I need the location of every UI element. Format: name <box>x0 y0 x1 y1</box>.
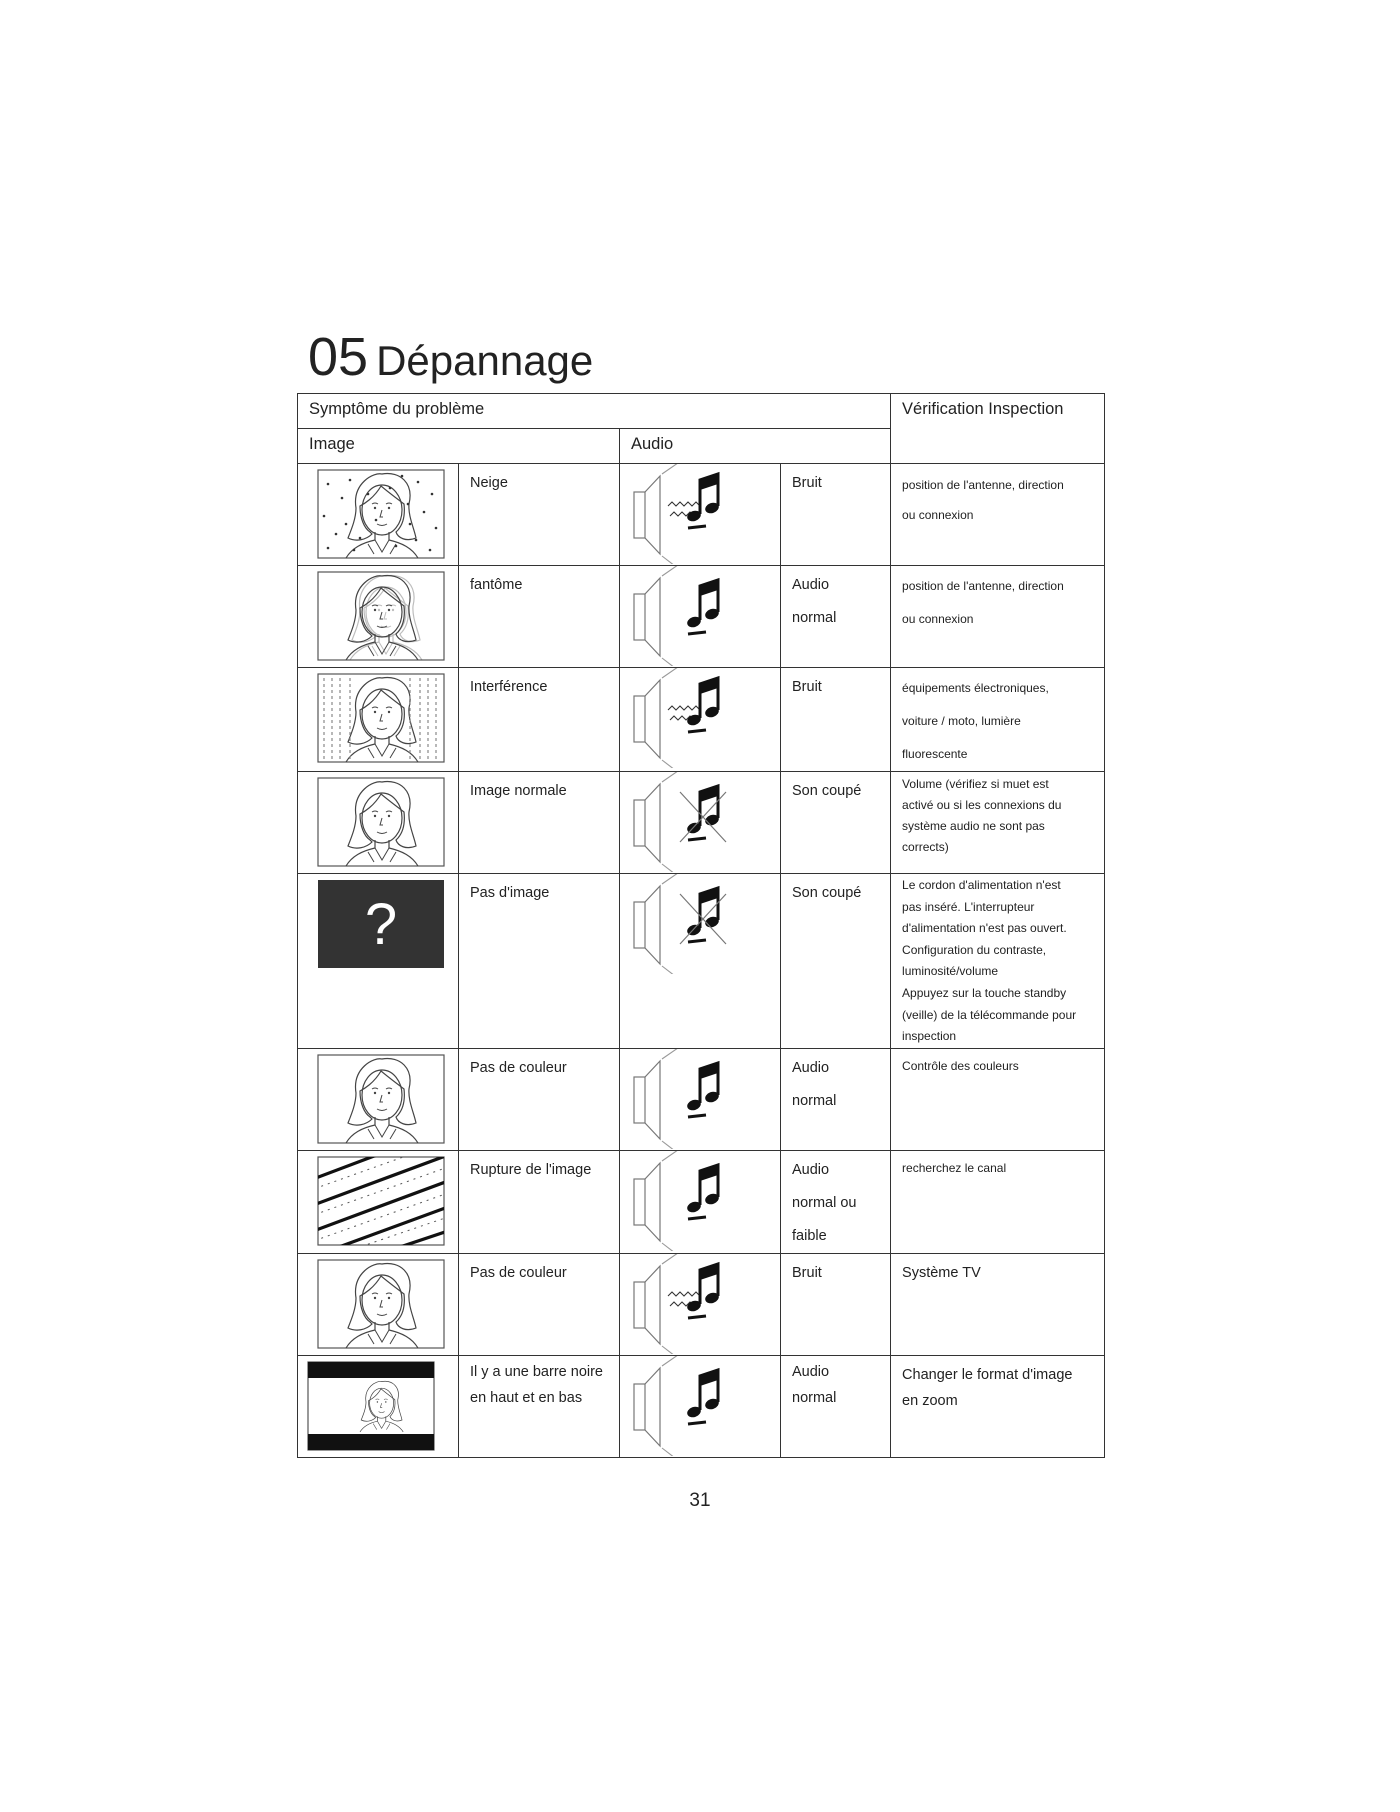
image-symptom: Neige <box>459 464 620 566</box>
image-symptom: Pas d'image <box>459 874 620 1049</box>
normal-speaker-icon <box>620 1150 781 1253</box>
page-title <box>308 327 594 387</box>
check-text: Changer le format d'image en zoom <box>891 1355 1105 1457</box>
table-row <box>298 1355 1105 1457</box>
header-audio: Audio <box>620 429 891 464</box>
table-row <box>298 464 1105 566</box>
symptom-picture <box>298 1355 459 1457</box>
table-row <box>298 668 1105 772</box>
symptom-picture <box>298 874 459 1049</box>
table-row <box>298 1150 1105 1253</box>
audio-symptom: Audio normal <box>781 1048 891 1150</box>
check-text: Le cordon d'alimentation n'est pas inséré. L'interrupteur d'alimentation n'est pas ouvert. Configuration du contraste, luminosité/volume Appuyez sur la touche standby (veille) de la télécommande pour inspection <box>891 874 1105 1049</box>
audio-symptom: Audio normal <box>781 566 891 668</box>
check-text: Système TV <box>891 1253 1105 1355</box>
header-check: Vérification Inspection <box>891 394 1105 464</box>
page-number: 31 <box>689 1490 711 1511</box>
noise-speaker-icon <box>620 668 781 772</box>
troubleshooting-table <box>297 393 1105 1458</box>
normal-speaker-icon <box>620 1048 781 1150</box>
image-symptom: Image normale <box>459 772 620 874</box>
header-image: Image <box>298 429 620 464</box>
image-symptom: Il y a une barre noire en haut et en bas <box>459 1355 620 1457</box>
symptom-picture <box>298 772 459 874</box>
check-text: Volume (vérifiez si muet est activé ou si les connexions du système audio ne sont pas corrects) <box>891 772 1105 874</box>
check-text: position de l'antenne, direction ou connexion <box>891 566 1105 668</box>
table-row <box>298 874 1105 1049</box>
image-symptom: fantôme <box>459 566 620 668</box>
check-text: recherchez le canal <box>891 1150 1105 1253</box>
normal-speaker-icon <box>620 1355 781 1457</box>
noise-speaker-icon <box>620 464 781 566</box>
normal-speaker-icon <box>620 566 781 668</box>
symptom-picture <box>298 566 459 668</box>
audio-symptom: Son coupé <box>781 772 891 874</box>
check-text: position de l'antenne, direction ou connexion <box>891 464 1105 566</box>
noise-speaker-icon <box>620 1253 781 1355</box>
audio-symptom: Bruit <box>781 1253 891 1355</box>
table-row <box>298 566 1105 668</box>
image-symptom: Rupture de l'image <box>459 1150 620 1253</box>
audio-symptom: Audio normal <box>781 1355 891 1457</box>
muted-speaker-icon <box>620 874 781 1049</box>
audio-symptom: Bruit <box>781 668 891 772</box>
header-symptom: Symptôme du problème <box>298 394 891 429</box>
check-text: équipements électroniques, voiture / moto, lumière fluorescente <box>891 668 1105 772</box>
image-symptom: Pas de couleur <box>459 1048 620 1150</box>
table-row <box>298 1253 1105 1355</box>
muted-speaker-icon <box>620 772 781 874</box>
symptom-picture <box>298 1048 459 1150</box>
check-text: Contrôle des couleurs <box>891 1048 1105 1150</box>
table-row <box>298 1048 1105 1150</box>
image-symptom: Interférence <box>459 668 620 772</box>
audio-symptom: Son coupé <box>781 874 891 1049</box>
image-symptom: Pas de couleur <box>459 1253 620 1355</box>
symptom-picture <box>298 464 459 566</box>
audio-symptom: Audio normal ou faible <box>781 1150 891 1253</box>
audio-symptom: Bruit <box>781 464 891 566</box>
section-number: 05 <box>308 327 369 387</box>
question-mark: ? <box>364 892 398 957</box>
symptom-picture <box>298 668 459 772</box>
section-title: Dépannage <box>376 337 594 384</box>
symptom-picture <box>298 1253 459 1355</box>
table-row <box>298 772 1105 874</box>
symptom-picture <box>298 1150 459 1253</box>
